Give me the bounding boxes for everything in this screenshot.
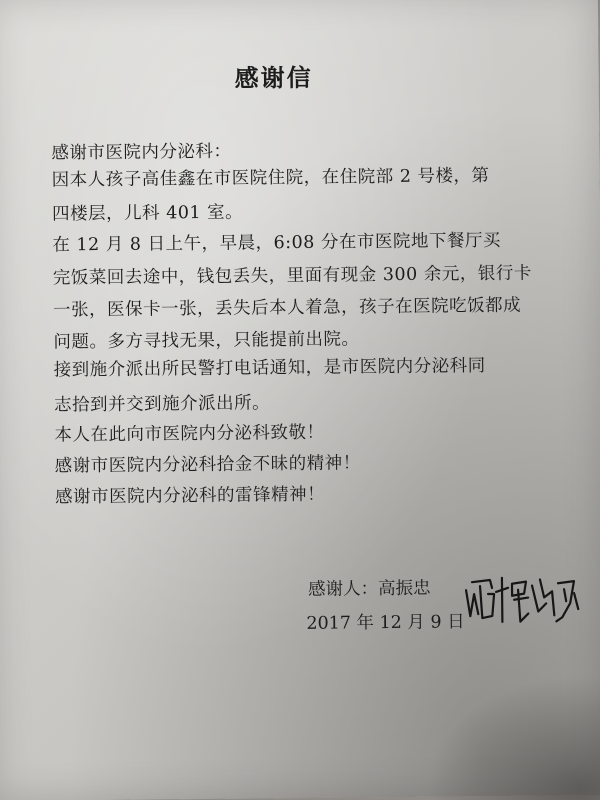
body-line: 在 12 月 8 日上午，早晨，6:08 分在市医院地下餐厅买: [52, 230, 502, 256]
handwritten-signature: [462, 563, 583, 630]
body-line: 完饭菜回去途中，钱包丢失，里面有现金 300 余元，银行卡: [52, 263, 532, 289]
body-line: 因本人孩子高佳鑫在市医院住院，在住院部 2 号楼，第: [51, 165, 490, 191]
body-line: 四楼层，儿科 401 室。: [51, 202, 244, 225]
letter-date: 2017 年 12 月 9 日: [306, 612, 465, 634]
thanker-name: 感谢人：高振忠: [307, 578, 431, 600]
closing-line: 感谢市医院内分泌科拾金不昧的精神！: [54, 453, 361, 477]
body-line: 一张，医保卡一张，丢失后本人着急，孩子在医院吃饭都成: [52, 295, 522, 321]
body-line: 接到施介派出所民警打电话通知，是市医院内分泌科同: [53, 356, 486, 381]
salutation-line: 感谢市医院内分泌科：: [51, 141, 232, 164]
body-line: 志拾到并交到施介派出所。: [53, 393, 271, 416]
letter-title: 感谢信: [234, 62, 313, 93]
body-line: 问题。多方寻找无果，只能提前出院。: [53, 329, 360, 353]
paper-shadow: [425, 674, 600, 800]
closing-line: 感谢市医院内分泌科的雷锋精神！: [54, 484, 326, 508]
closing-line: 本人在此向市医院内分泌科致敬！: [54, 422, 325, 446]
